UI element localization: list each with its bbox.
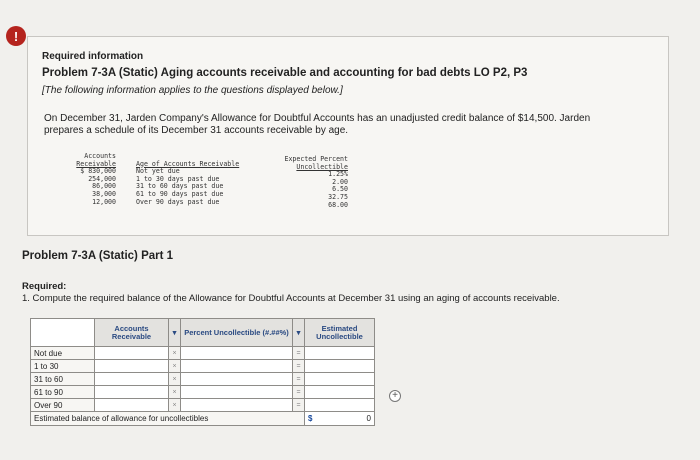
percent-input[interactable] — [181, 399, 293, 412]
total-row — [31, 412, 375, 426]
percent-input[interactable] — [181, 360, 293, 373]
alert-icon: ! — [6, 26, 26, 46]
multiply-header: ▾ — [169, 319, 181, 347]
percent-column: Expected Percent Uncollectible 1.25% 2.00 6.50 32.75 68.00 — [284, 155, 348, 209]
row-label: Not due — [31, 347, 95, 360]
percent-header: Percent Uncollectible (#.##%) — [181, 319, 293, 347]
receivable-column: Accounts Receivable $ 830,000 254,000 86,000 38,000 12,000 — [76, 152, 116, 206]
total-estimated-input[interactable] — [305, 412, 375, 426]
estimated-input[interactable] — [305, 360, 375, 373]
table-row — [31, 386, 375, 399]
row-label: 1 to 30 — [31, 360, 95, 373]
age-column: Age of Accounts Receivable Not yet due 1 to 30 days past due 31 to 60 days past due 61 to 90 days past due Over 90 days past due — [136, 159, 240, 206]
equals-header: ▾ — [293, 319, 305, 347]
multiply-sign: × — [169, 386, 181, 399]
multiply-sign: × — [169, 399, 181, 412]
receivable-input[interactable] — [95, 373, 169, 386]
blank-header — [31, 319, 95, 347]
table-row — [31, 399, 375, 412]
multiply-sign: × — [169, 373, 181, 386]
part-title: Problem 7-3A (Static) Part 1 — [22, 250, 174, 262]
equals-sign: = — [293, 347, 305, 360]
required-text: 1. Compute the required balance of the Allowance for Doubtful Accounts at December 31 using an aging of accounts receivable. — [22, 293, 560, 304]
receivable-input[interactable] — [95, 347, 169, 360]
problem-note: [The following information applies to the questions displayed below.] — [42, 85, 343, 96]
plus-circle-icon[interactable]: + — [389, 390, 401, 402]
required-label: Required: — [22, 281, 67, 292]
currency-symbol: $ — [308, 414, 313, 423]
equals-sign: = — [293, 373, 305, 386]
receivable-header: Accounts Receivable — [95, 319, 169, 347]
estimated-input[interactable] — [305, 373, 375, 386]
receivable-input[interactable] — [95, 386, 169, 399]
receivable-input[interactable] — [95, 360, 169, 373]
required-info-heading: Required information — [42, 51, 144, 62]
table-row — [31, 360, 375, 373]
multiply-sign: × — [169, 360, 181, 373]
problem-intro: On December 31, Jarden Company's Allowance for Doubtful Accounts has an unadjusted credit balance of $14,500. Jarden prepares a schedule of its December 31 accounts receivable by age. — [44, 113, 591, 136]
equals-sign: = — [293, 386, 305, 399]
total-label: Estimated balance of allowance for uncollectibles — [31, 412, 305, 426]
estimated-input[interactable] — [305, 399, 375, 412]
row-label: 61 to 90 — [31, 386, 95, 399]
total-value: 0 — [366, 414, 371, 423]
equals-sign: = — [293, 360, 305, 373]
estimated-input[interactable] — [305, 347, 375, 360]
receivable-input[interactable] — [95, 399, 169, 412]
estimated-header: Estimated Uncollectible — [305, 319, 375, 347]
multiply-sign: × — [169, 347, 181, 360]
aging-worksheet — [30, 318, 375, 426]
percent-input[interactable] — [181, 386, 293, 399]
worksheet-header-row — [31, 319, 375, 347]
table-row — [31, 347, 375, 360]
problem-title: Problem 7-3A (Static) Aging accounts receivable and accounting for bad debts LO P2, P3 — [42, 67, 528, 79]
required-information-panel — [27, 36, 669, 236]
percent-input[interactable] — [181, 373, 293, 386]
table-row — [31, 373, 375, 386]
estimated-input[interactable] — [305, 386, 375, 399]
row-label: 31 to 60 — [31, 373, 95, 386]
equals-sign: = — [293, 399, 305, 412]
percent-input[interactable] — [181, 347, 293, 360]
row-label: Over 90 — [31, 399, 95, 412]
